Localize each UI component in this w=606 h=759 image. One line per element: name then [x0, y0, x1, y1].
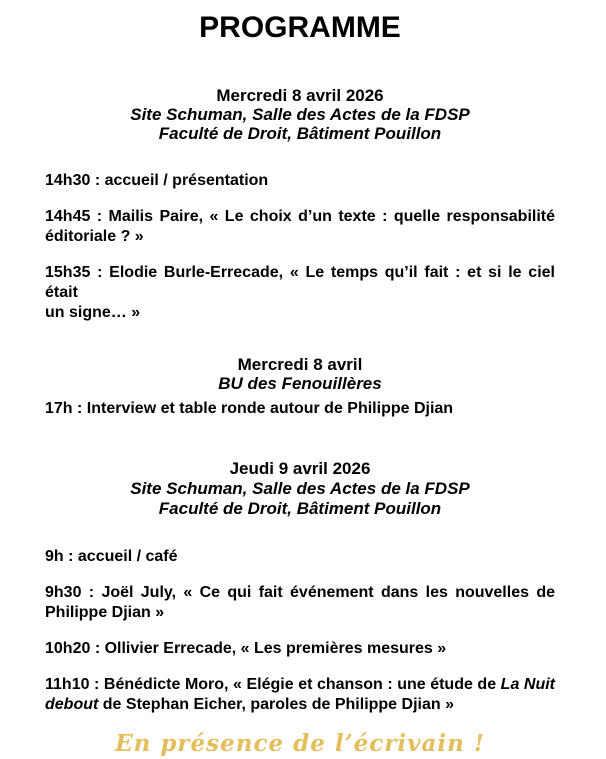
section-location-line: BU des Fenouillères [218, 374, 382, 393]
schedule-item-line [45, 399, 555, 419]
schedule-item-line [45, 639, 555, 659]
footer-note: En présence de l’écrivain ! [115, 730, 485, 757]
text-run: 17h : Interview et table ronde autour de Philippe Djian [45, 400, 454, 417]
section-location-line: Faculté de Droit, Bâtiment Pouillon [158, 124, 442, 143]
schedule-item-line [45, 547, 555, 567]
text-run: debout [45, 696, 99, 713]
schedule-item-line [45, 675, 555, 695]
schedule-item [45, 547, 555, 567]
schedule-item [45, 263, 555, 323]
text-run: Philippe Djian » [45, 604, 165, 621]
text-run: 14h30 : accueil / présentation [45, 172, 269, 189]
section-location-line: Faculté de Droit, Bâtiment Pouillon [158, 499, 442, 518]
schedule-item [45, 207, 555, 247]
schedule-item-line [45, 603, 555, 623]
section-date-heading: Jeudi 9 avril 2026 [229, 459, 371, 478]
schedule-item-line [45, 583, 555, 603]
schedule-item [45, 399, 555, 419]
text-run: 9h30 : Joël July, « Ce qui fait événement dans les nouvelles de [45, 584, 555, 601]
text-run: La Nuit [500, 676, 556, 693]
text-run: éditoriale ? » [45, 228, 144, 245]
text-run: 9h : accueil / café [45, 548, 178, 565]
program-sections [45, 86, 555, 715]
schedule-item-line [45, 207, 555, 227]
schedule-item [45, 675, 555, 715]
program-section [45, 459, 555, 715]
schedule-item-line [45, 171, 555, 191]
text-run: 10h20 : Ollivier Errecade, « Les premières mesures » [45, 640, 447, 657]
schedule-item-line [45, 303, 555, 323]
text-run: un signe… » [45, 304, 141, 321]
section-date-heading: Mercredi 8 avril [237, 355, 363, 374]
section-location-line: Site Schuman, Salle des Actes de la FDSP [130, 479, 470, 498]
text-run: 14h45 : Mailis Paire, « Le choix d’un texte : quelle responsabilité [45, 208, 555, 225]
program-section [45, 355, 555, 419]
schedule-item-line [45, 695, 555, 715]
program-section [45, 86, 555, 323]
page-title: PROGRAMME [199, 11, 401, 44]
document-page [0, 8, 606, 755]
text-run: 15h35 : Elodie Burle-Errecade, « Le temps qu’il fait : et si le ciel était [45, 264, 555, 301]
text-run: 11h10 : Bénédicte Moro, « Elégie et chanson : une étude de [45, 676, 501, 693]
section-date-heading: Mercredi 8 avril 2026 [216, 86, 384, 105]
schedule-item [45, 639, 555, 659]
section-location-line: Site Schuman, Salle des Actes de la FDSP [130, 105, 470, 124]
schedule-item [45, 583, 555, 623]
text-run: de Stephan Eicher, paroles de Philippe Djian » [98, 696, 454, 713]
schedule-item-line [45, 263, 555, 303]
schedule-item-line [45, 227, 555, 247]
schedule-item [45, 171, 555, 191]
